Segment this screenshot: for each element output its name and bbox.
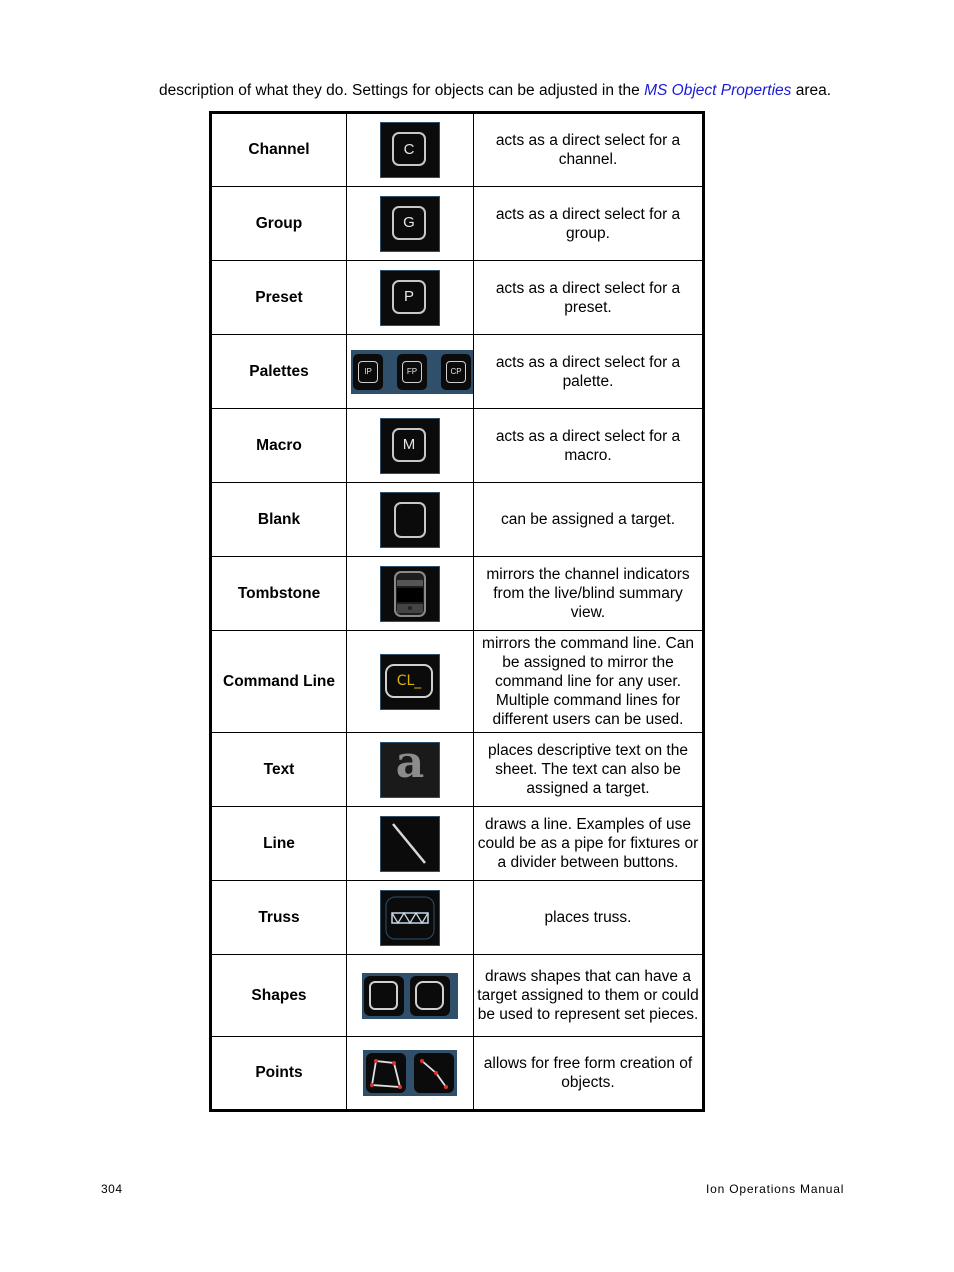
focus-palette-icon: FP [397,354,427,390]
intro-text-after: area. [791,82,832,99]
object-description: acts as a direct select for a preset. [474,261,704,335]
object-name: Palettes [211,335,347,409]
table-row [211,113,704,187]
table-row [211,335,704,409]
object-description: acts as a direct select for a channel. [474,113,704,187]
object-description: acts as a direct select for a group. [474,187,704,261]
preset-p-icon: P [380,270,440,326]
intensity-palette-icon: IP [353,354,383,390]
blank-icon [380,492,440,548]
object-description: allows for free form creation of objects. [474,1037,704,1111]
table-row [211,187,704,261]
table-row [211,483,704,557]
icon-cell [347,409,474,483]
icon-cell [347,881,474,955]
object-table [209,111,705,1112]
polyline-points-icon [414,1053,454,1093]
object-description: draws shapes that can have a target assigned to them or could be used to represent set pieces. [474,955,704,1037]
palettes-icons [351,350,473,394]
tombstone-icon [380,566,440,622]
object-name: Line [211,807,347,881]
table-row [211,1037,704,1111]
icon-cell [347,261,474,335]
icon-cell [347,807,474,881]
icon-cell [347,113,474,187]
macro-m-icon: M [380,418,440,474]
table-row [211,557,704,631]
shapes-icons [362,973,458,1019]
icon-cell [347,1037,474,1111]
object-name: Preset [211,261,347,335]
command-line-icon: CL_ [380,654,440,710]
object-name: Shapes [211,955,347,1037]
object-name: Text [211,733,347,807]
object-name: Macro [211,409,347,483]
icon-cell [347,483,474,557]
object-description: places truss. [474,881,704,955]
points-icons [363,1050,457,1096]
table-row [211,261,704,335]
object-name: Channel [211,113,347,187]
table-row [211,409,704,483]
channel-c-icon: C [380,122,440,178]
group-g-icon: G [380,196,440,252]
object-description: can be assigned a target. [474,483,704,557]
ms-object-properties-link[interactable]: MS Object Properties [644,82,792,99]
polygon-points-icon [366,1053,406,1093]
object-name: Command Line [211,631,347,733]
object-name: Group [211,187,347,261]
object-description: acts as a direct select for a palette. [474,335,704,409]
table-row [211,807,704,881]
table-row [211,733,704,807]
intro-paragraph [159,82,831,100]
color-palette-icon: CP [441,354,471,390]
icon-cell [347,631,474,733]
line-icon [380,816,440,872]
icon-cell [347,335,474,409]
icon-cell [347,733,474,807]
text-a-icon: a [380,742,440,798]
table-row [211,881,704,955]
object-description: places descriptive text on the sheet. The text can also be assigned a target. [474,733,704,807]
intro-text-before: description of what they do. Settings for objects can be adjusted in the [159,82,645,99]
object-name: Blank [211,483,347,557]
object-description: mirrors the channel indicators from the live/blind summary view. [474,557,704,631]
truss-icon [380,890,440,946]
rounded-shape-icon [410,976,450,1016]
page-number: 304 [101,1182,123,1196]
rectangle-shape-icon [364,976,404,1016]
manual-title: Ion Operations Manual [706,1182,845,1196]
object-name: Points [211,1037,347,1111]
icon-cell [347,187,474,261]
object-name: Truss [211,881,347,955]
icon-cell [347,955,474,1037]
object-description: mirrors the command line. Can be assigned to mirror the command line for any user. Multiple command lines for different users can be used. [474,631,704,733]
table-row [211,955,704,1037]
object-name: Tombstone [211,557,347,631]
table-row [211,631,704,733]
object-description: acts as a direct select for a macro. [474,409,704,483]
icon-cell [347,557,474,631]
object-description: draws a line. Examples of use could be as a pipe for fixtures or a divider between buttons. [474,807,704,881]
